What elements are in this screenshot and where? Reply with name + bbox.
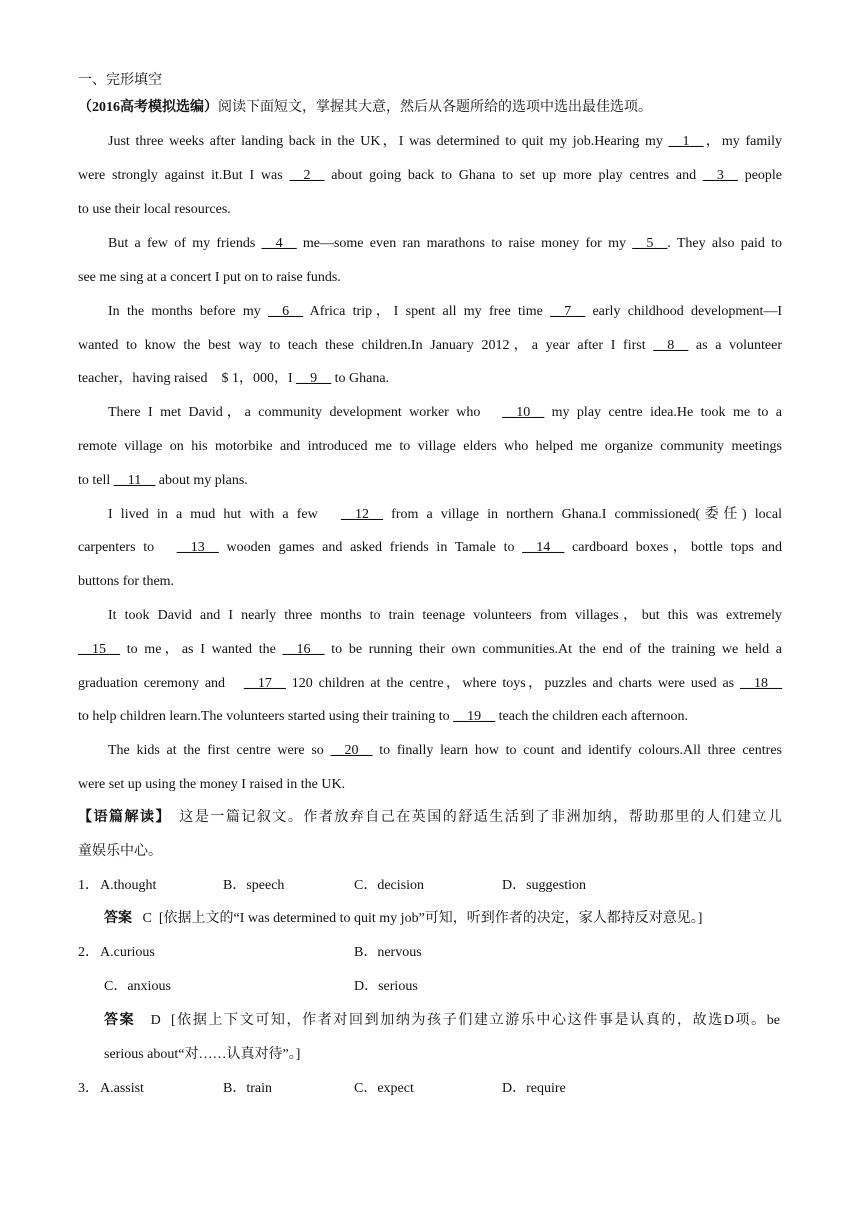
analysis-line: 【语篇解读】 这是一篇记叙文。作者放弃自己在英国的舒适生活到了非洲加纳，帮助那里的人们建立儿 [78, 810, 783, 825]
option-d[interactable]: D．require [502, 1081, 566, 1096]
passage-line: buttons for them. [78, 574, 175, 589]
blank-19[interactable]: __19__ [453, 709, 496, 724]
analysis-line: 童娱乐中心。 [78, 844, 162, 859]
blank-6[interactable]: __6__ [268, 304, 304, 319]
passage-line: There I met David，a community development worker who __10__ my play centre idea.He took me to a [108, 405, 782, 420]
question-number: 3． [78, 1081, 99, 1096]
option-a[interactable]: A.assist [100, 1081, 144, 1096]
blank-4[interactable]: __4__ [261, 236, 297, 251]
blank-7[interactable]: __7__ [550, 304, 586, 319]
option-b[interactable]: B．train [223, 1081, 272, 1096]
section-title: 一、完形填空 [78, 73, 162, 88]
blank-9[interactable]: __9__ [296, 371, 332, 386]
blank-12[interactable]: __12__ [341, 507, 384, 522]
passage-line: I lived in a mud hut with a few __12__ from a village in northern Ghana.I commissioned(委任) local [108, 507, 782, 522]
option-d[interactable]: D．suggestion [502, 878, 586, 893]
passage-line: The kids at the first centre were so __20__ to finally learn how to count and identify colours.All three centres [108, 743, 782, 758]
answer-letter: D [150, 1013, 161, 1028]
option-c[interactable]: C．anxious [104, 979, 171, 994]
blank-5[interactable]: __5__ [632, 236, 668, 251]
blank-14[interactable]: __14__ [522, 540, 565, 555]
analysis-label: 【语篇解读】 [78, 810, 164, 825]
passage-line: graduation ceremony and __17__ 120 children at the centre，where toys，puzzles and charts were used as __18__ [78, 676, 783, 691]
blank-16[interactable]: __16__ [282, 642, 325, 657]
blank-3[interactable]: __3__ [702, 168, 738, 183]
passage-line: see me sing at a concert I put on to raise funds. [78, 270, 341, 285]
option-d[interactable]: D．serious [354, 979, 418, 994]
answer-explanation: [依据上文的“I was determined to quit my job”可知，听到作者的决定，家人都持反对意见。] [158, 911, 703, 926]
passage-line: It took David and I nearly three months to train teenage volunteers from villages，but this was extremely [108, 608, 782, 623]
passage-line: were set up using the money I raised in the UK. [78, 777, 346, 792]
passage-line: to use their local resources. [78, 202, 231, 217]
blank-2[interactable]: __2__ [289, 168, 325, 183]
answer-explanation: [依据上下文可知，作者对回到加纳为孩子们建立游乐中心这件事是认真的，故选D项。be [170, 1013, 781, 1028]
answer-letter: C [142, 911, 152, 926]
instruction-text: 阅读下面短文，掌握其大意，然后从各题所给的选项中选出最佳选项。 [218, 100, 652, 115]
passage-line: carpenters to __13__ wooden games and asked friends in Tamale to __14__ cardboard boxes，bottle tops and [78, 540, 782, 555]
passage-line: wanted to know the best way to teach these children.In January 2012，a year after I first __8__ as a volunteer [78, 338, 782, 353]
passage-line: Just three weeks after landing back in the UK，I was determined to quit my job.Hearing my __1__，my family [108, 134, 782, 149]
blank-10[interactable]: __10__ [502, 405, 545, 420]
source-label: （2016高考模拟选编） [78, 100, 218, 115]
passage-line: to tell __11__ about my plans. [78, 473, 248, 488]
blank-8[interactable]: __8__ [653, 338, 689, 353]
answer-line [104, 910, 784, 928]
passage-line: __15__ to me，as I wanted the __16__ to be running their own communities.At the end of the training we held a [78, 642, 782, 657]
option-b[interactable]: B．nervous [354, 945, 422, 960]
answer-line: serious about“对……认真对待”。] [104, 1047, 301, 1062]
passage-line: to help children learn.The volunteers started using their training to __19__ teach the children each afternoon. [78, 709, 688, 724]
passage-line: But a few of my friends __4__ me—some even ran marathons to raise money for my __5__. They also paid to [108, 236, 783, 251]
option-c[interactable]: C．decision [354, 878, 424, 893]
instruction-line [78, 99, 782, 117]
option-c[interactable]: C．expect [354, 1081, 414, 1096]
option-b[interactable]: B．speech [223, 878, 285, 893]
answer-label: 答案 [104, 911, 132, 926]
passage-line: In the months before my __6__ Africa trip，I spent all my free time __7__ early childhood development—I [108, 304, 782, 319]
option-a[interactable]: A.thought [100, 878, 157, 893]
blank-15[interactable]: __15__ [78, 642, 120, 657]
passage-line: remote village on his motorbike and introduced me to village elders who helped me organize community meetings [78, 439, 782, 454]
answer-label: 答案 [104, 1013, 136, 1028]
blank-11[interactable]: __11__ [113, 473, 156, 488]
passage-line: were strongly against it.But I was __2__ about going back to Ghana to set up more play centres and __3__ people [78, 168, 783, 183]
blank-1[interactable]: __1__ [668, 134, 704, 149]
passage-line: teacher，having raised $ 1，000，I __9__ to Ghana. [78, 371, 390, 386]
option-a[interactable]: A.curious [100, 945, 155, 960]
blank-18[interactable]: __18__ [740, 676, 783, 691]
answer-line [104, 1012, 780, 1030]
blank-13[interactable]: __13__ [176, 540, 219, 555]
blank-17[interactable]: __17__ [243, 676, 286, 691]
blank-20[interactable]: __20__ [330, 743, 373, 758]
question-number: 2． [78, 945, 99, 960]
question-number: 1． [78, 878, 99, 893]
